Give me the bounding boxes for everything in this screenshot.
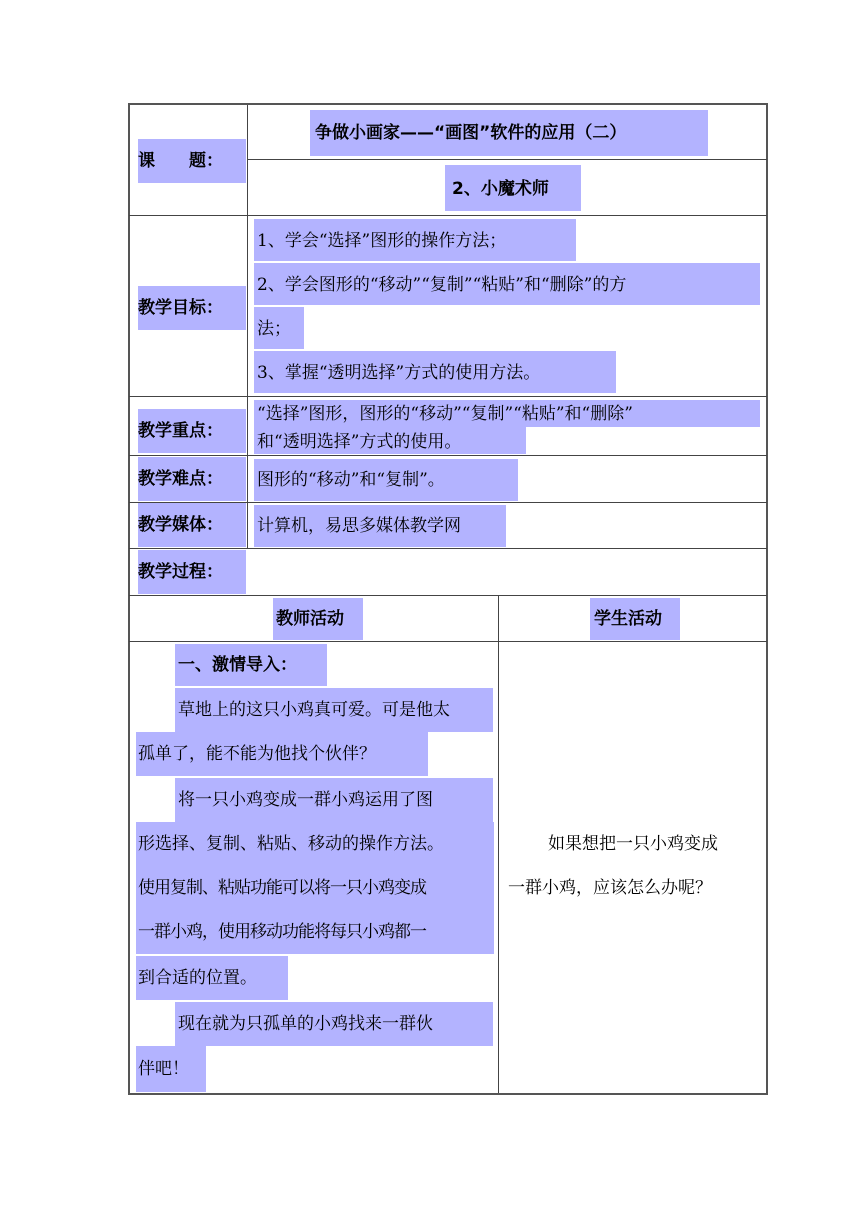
key-points-text: “选择”图形，图形的“移动”“复制”“粘贴”和“删除” [257, 404, 633, 424]
teacher-column-header: 教师活动 [276, 609, 344, 629]
difficulty-text: 图形的“移动”和“复制”。 [257, 470, 445, 490]
student-line: 一群小鸡，应该怎么办呢？ [508, 878, 712, 898]
teacher-line: 现在就为只孤单的小鸡找来一群伙 [178, 1014, 433, 1034]
objective-item: 1、学会“选择”图形的操作方法； [257, 231, 507, 251]
lesson-title: 争做小画家——“画图”软件的应用（二） [315, 123, 627, 143]
objective-item: 法； [257, 319, 291, 339]
teacher-line: 伴吧！ [138, 1059, 189, 1079]
teacher-line: 到合适的位置。 [138, 968, 257, 988]
teacher-line: 将一只小鸡变成一群小鸡运用了图 [178, 790, 433, 810]
teacher-line: 草地上的这只小鸡真可爱。可是他太 [178, 700, 450, 720]
student-line: 如果想把一只小鸡变成 [548, 834, 718, 854]
media-text: 计算机，易思多媒体教学网 [257, 516, 461, 536]
row-divider [129, 548, 767, 549]
key-points-label: 教学重点： [138, 409, 246, 453]
title-label: 课 题： [138, 139, 246, 183]
objectives-label: 教学目标： [138, 286, 246, 330]
teacher-line: 孤单了，能不能为他找个伙伴？ [138, 744, 376, 764]
lesson-subtitle: 2、小魔术师 [452, 179, 549, 199]
media-label: 教学媒体： [138, 503, 246, 547]
objective-item: 2、学会图形的“移动”“复制”“粘贴”和“删除”的方 [257, 275, 627, 295]
row-divider [129, 215, 767, 216]
teacher-line: 形选择、复制、粘贴、移动的操作方法。 [138, 834, 444, 854]
col-divider [247, 105, 248, 548]
teacher-line: 使用复制、粘贴功能可以将一只小鸡变成 [138, 878, 426, 898]
row-divider [129, 595, 767, 596]
objective-item: 3、掌握“透明选择”方式的使用方法。 [257, 363, 541, 383]
teacher-heading: 一、激情导入： [178, 655, 297, 675]
row-divider [129, 396, 767, 397]
difficulty-label: 教学难点： [138, 457, 246, 501]
row-divider [129, 641, 767, 642]
row-divider [247, 159, 767, 160]
key-points-text: 和“透明选择”方式的使用。 [257, 432, 462, 452]
teacher-line: 一群小鸡，使用移动功能将每只小鸡都一 [138, 922, 426, 942]
row-divider [129, 455, 767, 456]
col-divider [498, 595, 499, 1093]
process-label: 教学过程： [138, 550, 246, 594]
student-column-header: 学生活动 [594, 609, 662, 629]
